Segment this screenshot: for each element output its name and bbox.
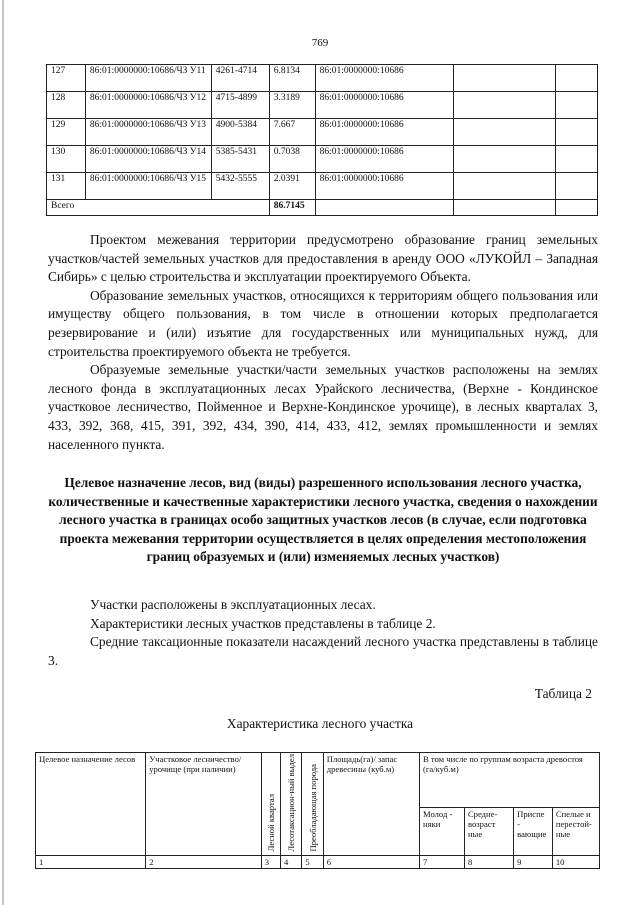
col-num: 8 xyxy=(464,855,513,868)
section-heading: Целевое назначение лесов, вид (виды) разрешенного использования лесного участка, количественные и качественные характеристики лесного участка, сведения о нахождении лесного участка в границах особо защитных участков лесов (в случае, если подготовка проекта межевания территории осуществляется в целях определения местоположения границ образуемых и (или) изменяемых лесных участков) xyxy=(48,475,598,565)
point-range: 4715-4899 xyxy=(211,92,269,119)
paragraph-2: Образование земельных участков, относящихся к территориям общего пользования или имуществу общего пользования, в том числе в отношении которых предполагается резервирование и (или) изъятие для государственных или муниципальных нужд, для строительства проектируемого объекта не требуется. xyxy=(48,287,598,359)
col-num: 4 xyxy=(280,855,301,868)
cadastral-number: 86:01:0000000:10686/ЧЗ У15 xyxy=(85,173,211,200)
area-value: 6.8134 xyxy=(269,65,315,92)
table-title: Характеристика лесного участка xyxy=(226,716,414,731)
table-label: Таблица 2 xyxy=(534,686,592,701)
table-row xyxy=(47,173,598,200)
header-young: Молод - няки xyxy=(420,808,465,855)
cadastral-number: 86:01:0000000:10686/ЧЗ У14 xyxy=(85,146,211,173)
area-value: 3.3189 xyxy=(269,92,315,119)
empty-cell xyxy=(454,92,556,119)
line-1: Участки расположены в эксплуатационных лесах. xyxy=(90,597,376,612)
table-total-row xyxy=(47,200,598,216)
parent-parcel: 86:01:0000000:10686 xyxy=(315,119,454,146)
col-num: 1 xyxy=(36,855,146,868)
col-num: 9 xyxy=(514,855,553,868)
column-numbers-row xyxy=(36,855,600,868)
header-ripe: Спелые и перестой-ные xyxy=(552,808,599,855)
row-number: 127 xyxy=(47,65,86,92)
table-row xyxy=(47,92,598,119)
parent-parcel: 86:01:0000000:10686 xyxy=(315,173,454,200)
paragraph-3: Образуемые земельные участки/части земельных участков расположены на землях лесного фонда в эксплуатационных лесах Урайского лесничества, (Верхне - Кондинское участковое лесничество, Пойменное и Верхне-Кондинское урочище), в лесных кварталах 3, 433, 392, 368, 415, 391, 392, 434, 390, 414, 433, 412, землях промышленности и землях населенного пункта. xyxy=(48,362,598,452)
parent-parcel: 86:01:0000000:10686 xyxy=(315,65,454,92)
point-range: 5432-5555 xyxy=(211,173,269,200)
parcels-table xyxy=(46,64,598,216)
col-num: 3 xyxy=(261,855,280,868)
header-age-groups: В том числе по группам возраста древостоя (га/куб.м) xyxy=(420,753,600,808)
header-quarter: Лесной квартал xyxy=(265,794,276,852)
row-number: 128 xyxy=(47,92,86,119)
empty-cell xyxy=(454,146,556,173)
scan-edge xyxy=(2,0,4,905)
header-area: Площадь(га)/ запас древесины (куб.м) xyxy=(323,753,419,856)
area-value: 7.667 xyxy=(269,119,315,146)
table-row xyxy=(47,119,598,146)
table-header-row xyxy=(36,753,600,808)
empty-cell xyxy=(556,92,598,119)
col-num: 10 xyxy=(552,855,599,868)
table-row xyxy=(47,65,598,92)
area-value: 0.7038 xyxy=(269,146,315,173)
row-number: 131 xyxy=(47,173,86,200)
header-species: Преобладающая порода xyxy=(307,764,318,852)
line-2: Характеристики лесных участков представлены в таблице 2. xyxy=(90,615,436,631)
empty-cell xyxy=(556,65,598,92)
point-range: 5385-5431 xyxy=(211,146,269,173)
empty-cell xyxy=(454,119,556,146)
forest-table xyxy=(35,752,600,869)
cadastral-number: 86:01:0000000:10686/ЧЗ У12 xyxy=(85,92,211,119)
total-value: 86.7145 xyxy=(269,200,315,216)
empty-cell xyxy=(556,146,598,173)
empty-cell xyxy=(454,65,556,92)
page-number: 769 xyxy=(311,37,329,49)
point-range: 4261-4714 xyxy=(211,65,269,92)
line-3: Средние таксационные показатели насаждений лесного участка представлены в таблице 3. xyxy=(48,634,598,668)
empty-cell xyxy=(454,173,556,200)
col-num: 2 xyxy=(146,855,262,868)
parent-parcel: 86:01:0000000:10686 xyxy=(315,146,454,173)
row-number: 130 xyxy=(47,146,86,173)
cadastral-number: 86:01:0000000:10686/ЧЗ У13 xyxy=(85,119,211,146)
header-forestry: Участковое лесничество/урочище (при наличии) xyxy=(146,753,262,856)
col-num: 6 xyxy=(323,855,419,868)
area-value: 2.0391 xyxy=(269,173,315,200)
body-paragraphs xyxy=(48,231,598,454)
table-row xyxy=(47,146,598,173)
header-vydel: Лесотаксацион-ный выдел xyxy=(286,754,297,852)
header-purpose: Целевое назначение лесов xyxy=(36,753,146,856)
col-num: 7 xyxy=(420,855,465,868)
col-num: 5 xyxy=(302,855,323,868)
empty-cell xyxy=(556,119,598,146)
header-middle-aged: Средне-возраст ные xyxy=(464,808,513,855)
header-premature: Приспе - вающие xyxy=(514,808,553,855)
parent-parcel: 86:01:0000000:10686 xyxy=(315,92,454,119)
point-range: 4900-5384 xyxy=(211,119,269,146)
summary-lines xyxy=(48,596,598,670)
paragraph-1: Проектом межевания территории предусмотрено образование границ земельных участков/частей земельных участков для предоставления в аренду ООО «ЛУКОЙЛ – Западная Сибирь» с целью строительства и эксплуатации проектируемого Объекта. xyxy=(48,232,598,285)
cadastral-number: 86:01:0000000:10686/ЧЗ У11 xyxy=(85,65,211,92)
row-number: 129 xyxy=(47,119,86,146)
empty-cell xyxy=(556,173,598,200)
total-label: Всего xyxy=(47,200,270,216)
